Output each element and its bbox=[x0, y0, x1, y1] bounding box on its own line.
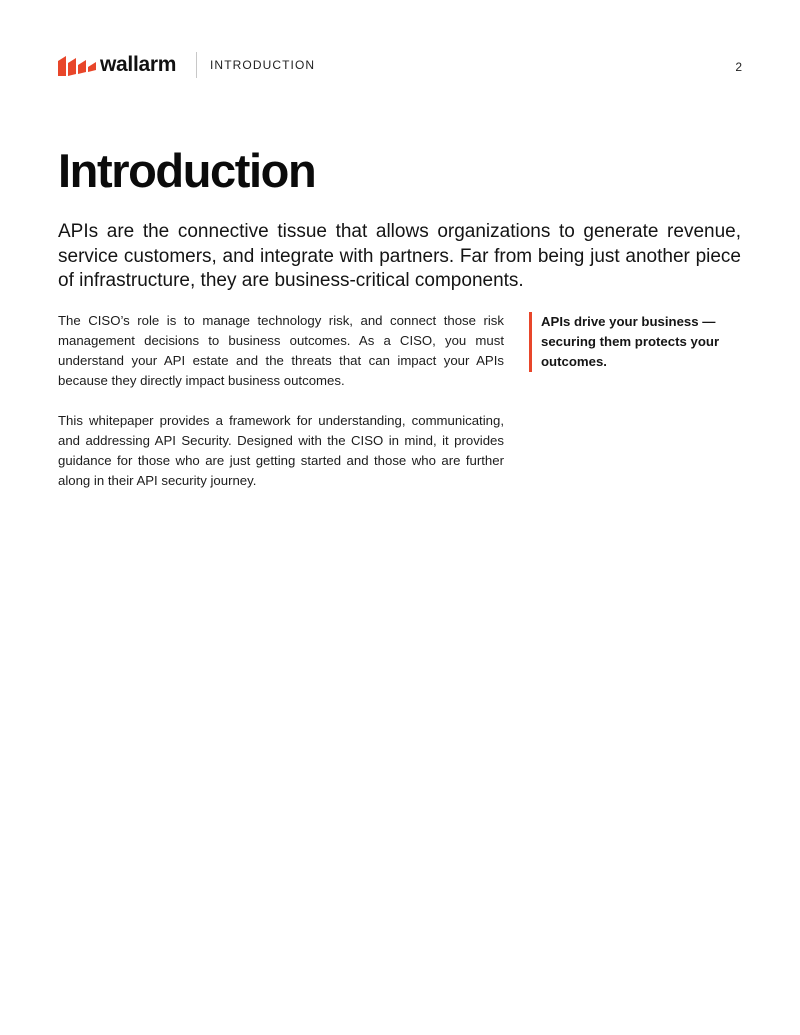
body-paragraph: This whitepaper provides a framework for understanding, communicating, and addressing API Security. Designed with the CISO in mind, it provides guidance for those who are just getting started and those who are further along in their API security journey. bbox=[58, 413, 504, 488]
logo-wordmark: wallarm bbox=[100, 53, 177, 76]
pull-quote: APIs drive your business — securing them protects your outcomes. bbox=[529, 312, 741, 372]
body-paragraph: The CISO’s role is to manage technology risk, and connect those risk management decisions to business outcomes. As a CISO, you must understand your API estate and the threats that can impact your APIs because they directly impact business outcomes. bbox=[58, 313, 504, 388]
wallarm-logo-icon bbox=[58, 54, 96, 76]
body-column bbox=[58, 311, 504, 511]
page-title: Introduction bbox=[58, 144, 316, 197]
page-number: 2 bbox=[735, 60, 742, 74]
lead-paragraph: APIs are the connective tissue that allows organizations to generate revenue, service customers, and integrate with partners. Far from being just another piece of infrastructure, they are business-critical components. bbox=[58, 221, 741, 291]
wallarm-logo bbox=[58, 53, 176, 77]
section-label: INTRODUCTION bbox=[210, 58, 316, 72]
page-header bbox=[58, 50, 742, 80]
header-divider bbox=[196, 52, 197, 78]
